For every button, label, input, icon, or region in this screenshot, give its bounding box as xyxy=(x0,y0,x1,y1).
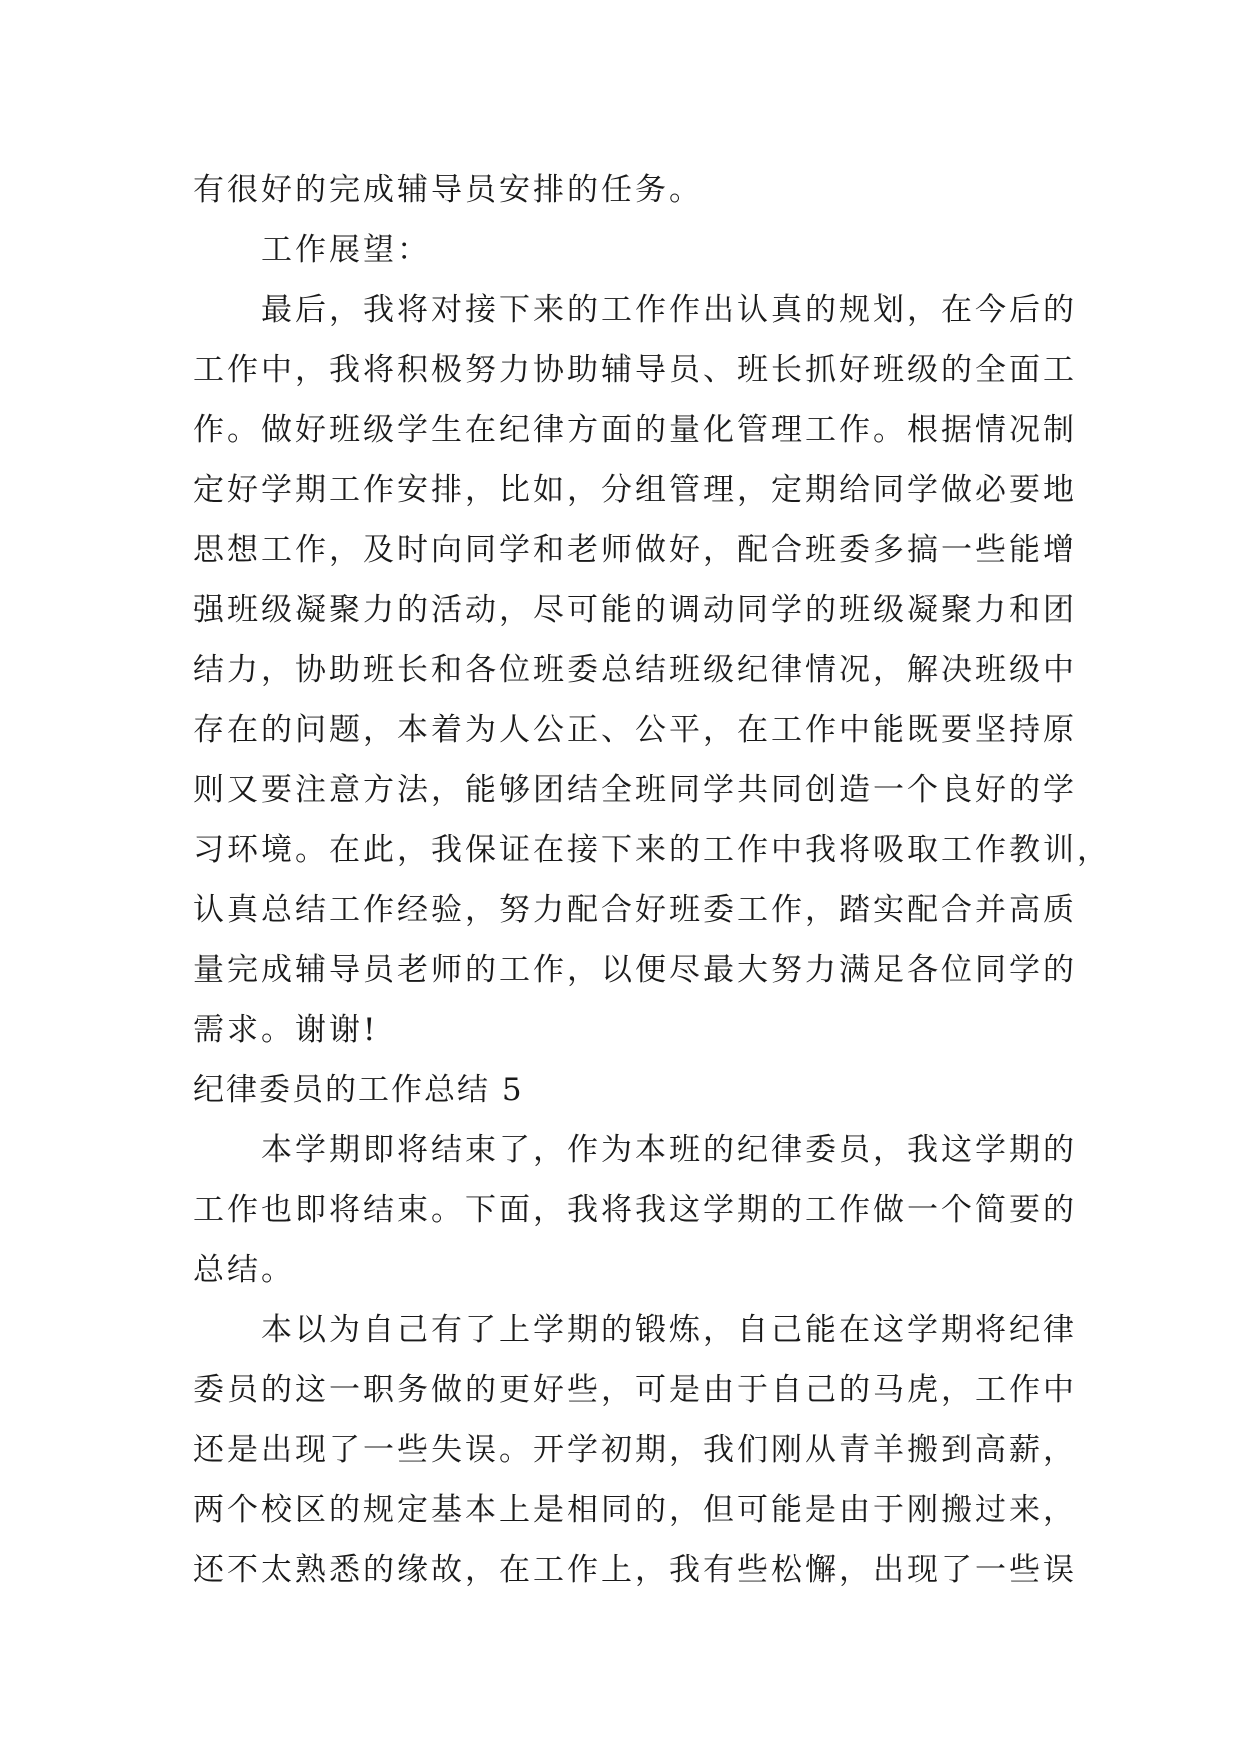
paragraph-end-line: 总结。 xyxy=(193,1252,295,1288)
text-line: 还不太熟悉的缘故，在工作上，我有些松懈，出现了一些误 xyxy=(193,1552,1077,1588)
text-line: 习环境。在此，我保证在接下来的工作中我将吸取工作教训， xyxy=(193,832,1111,868)
body-text xyxy=(193,160,1111,1600)
text-line: 存在的问题，本着为人公正、公平，在工作中能既要坚持原 xyxy=(193,712,1077,748)
section-subheading: 工作展望： xyxy=(261,232,431,268)
paragraph-start-line: 最后，我将对接下来的工作作出认真的规划，在今后的 xyxy=(261,292,1077,328)
paragraph-start-line: 本学期即将结束了，作为本班的纪律委员，我这学期的 xyxy=(261,1132,1077,1168)
text-line: 则又要注意方法，能够团结全班同学共同创造一个良好的学 xyxy=(193,772,1077,808)
section-heading: 纪律委员的工作总结 5 xyxy=(193,1072,524,1108)
text-line: 有很好的完成辅导员安排的任务。 xyxy=(193,172,703,208)
text-line: 工作也即将结束。下面，我将我这学期的工作做一个简要的 xyxy=(193,1192,1077,1228)
text-line: 作。做好班级学生在纪律方面的量化管理工作。根据情况制 xyxy=(193,412,1077,448)
paragraph-start-line: 本以为自己有了上学期的锻炼，自己能在这学期将纪律 xyxy=(261,1312,1077,1348)
text-line: 认真总结工作经验，努力配合好班委工作，踏实配合并高质 xyxy=(193,892,1077,928)
text-line: 结力，协助班长和各位班委总结班级纪律情况，解决班级中 xyxy=(193,652,1077,688)
text-line: 思想工作，及时向同学和老师做好，配合班委多搞一些能增 xyxy=(193,532,1077,568)
text-line: 工作中，我将积极努力协助辅导员、班长抓好班级的全面工 xyxy=(193,352,1077,388)
text-line: 还是出现了一些失误。开学初期，我们刚从青羊搬到高薪， xyxy=(193,1432,1077,1468)
text-line: 量完成辅导员老师的工作，以便尽最大努力满足各位同学的 xyxy=(193,952,1077,988)
text-line: 强班级凝聚力的活动，尽可能的调动同学的班级凝聚力和团 xyxy=(193,592,1077,628)
text-line: 委员的这一职务做的更好些，可是由于自己的马虎，工作中 xyxy=(193,1372,1077,1408)
text-line: 定好学期工作安排，比如，分组管理，定期给同学做必要地 xyxy=(193,472,1077,508)
text-line: 两个校区的规定基本上是相同的，但可能是由于刚搬过来， xyxy=(193,1492,1077,1528)
paragraph-end-line: 需求。谢谢! xyxy=(193,1012,379,1048)
